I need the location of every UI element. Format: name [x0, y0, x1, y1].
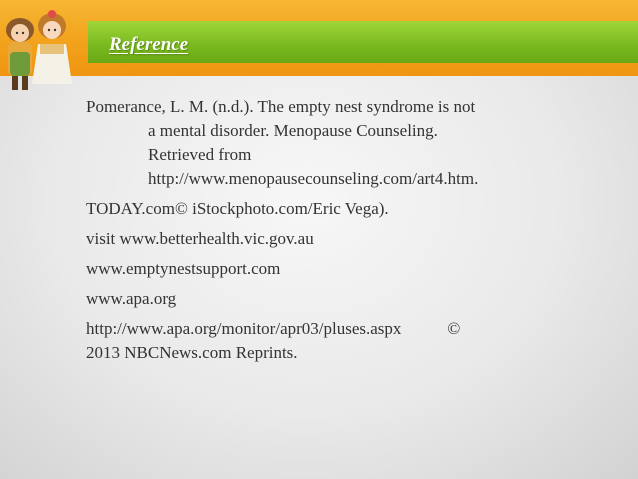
reference-text: Retrieved from: [148, 145, 252, 164]
reference-url: http://www.apa.org/monitor/apr03/pluses.aspx: [86, 319, 402, 338]
reference-text: a mental disorder. Menopause Counseling.: [148, 121, 438, 140]
dolls-illustration: [0, 0, 84, 100]
reference-url: http://www.menopausecounseling.com/art4.htm.: [148, 169, 479, 188]
copyright-symbol: ©: [447, 319, 461, 338]
reference-text: 2013 NBCNews.com Reprints.: [86, 343, 298, 362]
reference-pomerance: [86, 95, 626, 191]
reference-apa: www.apa.org: [86, 289, 177, 308]
reference-text: Pomerance, L. M. (n.d.). The empty nest syndrome is not: [86, 97, 476, 116]
reference-emptynestsupport: www.emptynestsupport.com: [86, 259, 281, 278]
reference-apa-monitor: [86, 317, 626, 365]
reference-today: TODAY.com© iStockphoto.com/Eric Vega).: [86, 199, 389, 218]
reference-betterhealth: visit www.betterhealth.vic.gov.au: [86, 229, 314, 248]
slide-title: Reference: [109, 34, 189, 55]
reference-list: [86, 95, 626, 365]
